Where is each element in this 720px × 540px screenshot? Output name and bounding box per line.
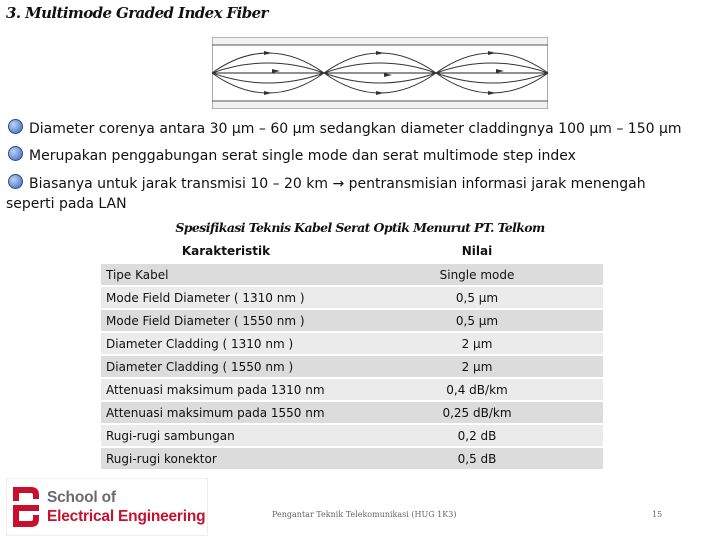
row-value: 0,25 dB/km [351, 401, 603, 424]
bullet-distance-continued [6, 193, 127, 215]
bullet-text: Biasanya untuk jarak transmisi 10 – 20 km → pentransmisian informasi jarak menengah [29, 176, 646, 192]
bullet-icon [8, 146, 23, 161]
spec-table [101, 240, 603, 469]
logo-line-1: School of [47, 489, 116, 506]
table-row [101, 424, 603, 447]
bullet-icon [8, 174, 23, 189]
row-key: Rugi-rugi sambungan [101, 424, 351, 447]
school-logo-icon [11, 485, 41, 529]
table-row [101, 401, 603, 424]
row-key: Attenuasi maksimum pada 1550 nm [101, 401, 351, 424]
bullet-combination [8, 145, 576, 167]
spec-table-header [101, 240, 603, 263]
bullet-core-diameter [8, 118, 682, 140]
school-logo [6, 478, 208, 536]
bullet-text: Diameter corenya antara 30 μm – 60 μm sedangkan diameter claddingnya 100 μm – 150 μm [29, 121, 682, 137]
row-value: 2 μm [351, 332, 603, 355]
spec-table-title: Spesifikasi Teknis Kabel Serat Optik Menurut PT. Telkom [175, 220, 545, 235]
row-key: Mode Field Diameter ( 1310 nm ) [101, 286, 351, 309]
row-key: Diameter Cladding ( 1310 nm ) [101, 332, 351, 355]
bullet-text: seperti pada LAN [6, 196, 127, 212]
row-value: 0,4 dB/km [351, 378, 603, 401]
row-key: Attenuasi maksimum pada 1310 nm [101, 378, 351, 401]
table-row [101, 332, 603, 355]
row-value: 0,2 dB [351, 424, 603, 447]
row-value: 0,5 μm [351, 309, 603, 332]
row-key: Diameter Cladding ( 1550 nm ) [101, 355, 351, 378]
bullet-text: Merupakan penggabungan serat single mode dan serat multimode step index [29, 148, 576, 164]
page-number: 15 [652, 510, 663, 519]
row-key: Mode Field Diameter ( 1550 nm ) [101, 309, 351, 332]
table-row [101, 378, 603, 401]
table-row [101, 447, 603, 469]
row-value: Single mode [351, 263, 603, 286]
graded-index-fiber-diagram [212, 37, 548, 109]
logo-line-2: Electrical Engineering [47, 508, 206, 525]
bullet-distance [8, 173, 646, 195]
header-karakteristik: Karakteristik [101, 240, 351, 263]
header-nilai: Nilai [351, 240, 603, 263]
bullet-icon [8, 119, 23, 134]
row-key: Tipe Kabel [101, 263, 351, 286]
slide-title: 3. Multimode Graded Index Fiber [6, 4, 268, 22]
row-key: Rugi-rugi konektor [101, 447, 351, 469]
row-value: 0,5 dB [351, 447, 603, 469]
table-row [101, 309, 603, 332]
row-value: 2 μm [351, 355, 603, 378]
row-value: 0,5 μm [351, 286, 603, 309]
table-row [101, 355, 603, 378]
footer-course: Pengantar Teknik Telekomunikasi (HUG 1K3) [272, 510, 457, 519]
table-row [101, 263, 603, 286]
table-row [101, 286, 603, 309]
